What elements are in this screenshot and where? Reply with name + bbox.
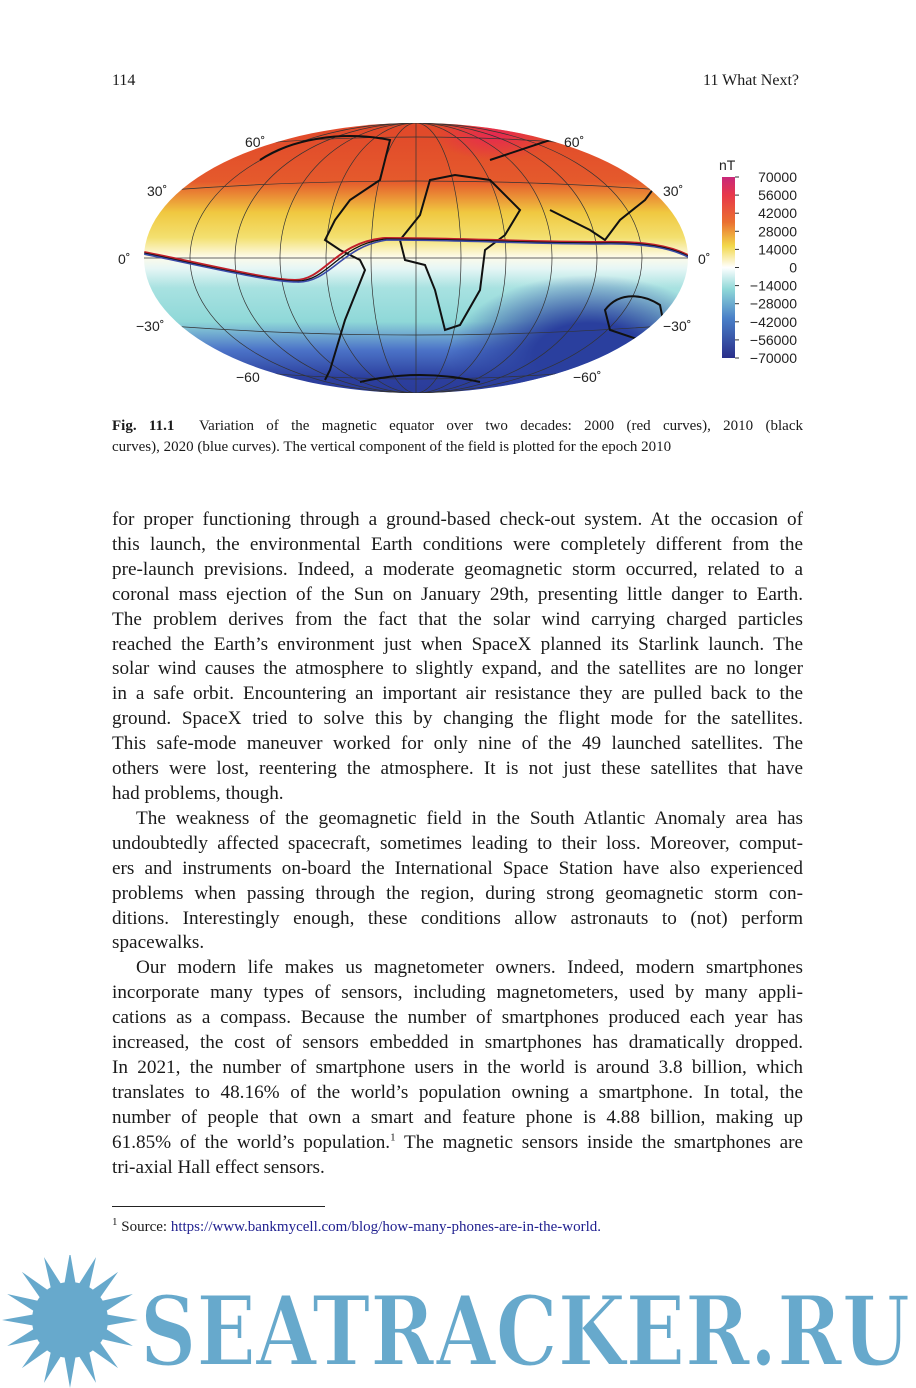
caption-line: curves), 2020 (blue curves). The vertical component of the field is plotted for the epoch 2010 (112, 439, 672, 455)
text-line: In 2021, the number of smartphone users in the world is around 3.8 billion, which (112, 1056, 803, 1078)
text-line: undoubtedly affected spacecraft, sometimes leading to their loss. Moreover, comput- (112, 832, 803, 854)
lat-label: −30˚ (136, 318, 165, 334)
text-line: others were lost, reentering the atmosphere. It is not just these satellites that have (112, 758, 803, 780)
lat-label: −60˚ (573, 369, 602, 385)
sun-ray (2, 1314, 34, 1325)
text-line: had problems, though. (112, 782, 284, 804)
text-line: tri-axial Hall effect sensors. (112, 1156, 325, 1178)
text-line: coronal mass ejection of the Sun on January 29th, presenting little danger to Earth. (112, 583, 803, 605)
text-line: ditions. Interestingly enough, these conditions allow astronauts to (not) perform (112, 907, 803, 929)
text-line: number of people that own a smart and feature phone is 4.88 billion, making up (112, 1106, 803, 1128)
caption-label: Fig. 11.1 (112, 418, 175, 434)
text-line: ers and instruments on-board the International Space Station have also experienced (112, 857, 803, 879)
colorbar-tick-label: −56000 (749, 331, 797, 348)
lat-label: −60 (236, 369, 260, 385)
text-line: The problem derives from the fact that the solar wind carrying charged particles (112, 608, 803, 630)
running-header: 11 What Next? (703, 72, 799, 89)
sun-ray (101, 1294, 133, 1312)
colorbar-tick-label: 56000 (758, 187, 797, 204)
lat-label: 60˚ (245, 134, 266, 150)
text-line: in a safe orbit. Encountering an important air resistance they are pulled back to the (112, 683, 803, 705)
colorbar (722, 177, 735, 358)
sun-ray (64, 1255, 75, 1284)
lat-label: 30˚ (663, 183, 684, 199)
colorbar-tick-label: 70000 (758, 169, 797, 185)
text-line: spacewalks. (112, 932, 205, 954)
footnote-rule (112, 1206, 325, 1207)
text-line: Our modern life makes us magnetometer owners. Indeed, modern smartphones (136, 957, 803, 979)
colorbar-tick-label: 14000 (758, 241, 797, 258)
footnote-ref[interactable]: 1 (390, 1131, 396, 1144)
page-number: 114 (112, 72, 136, 89)
colorbar-tick-label: 0 (789, 259, 797, 276)
lat-label: 0˚ (698, 251, 711, 267)
lat-label: 0˚ (118, 251, 131, 267)
text-line: solar wind causes the atmosphere to slightly expand, and the satellites are no longer (112, 658, 803, 680)
text-line: for proper functioning through a ground-based check-out system. At the occasion of (112, 509, 803, 530)
sun-burst-icon (2, 1255, 138, 1388)
sun-ray (64, 1356, 75, 1388)
text-line: pre-launch previsions. Indeed, a moderate geomagnetic storm occurred, related to a (112, 558, 803, 580)
field-color-map (140, 120, 700, 400)
text-line (112, 1131, 803, 1156)
sun-ray (78, 1257, 96, 1289)
colorbar-tick-label: −70000 (749, 350, 797, 366)
lat-label: 60˚ (564, 134, 585, 150)
text-line: translates to 48.16% of the world’s population owning a smartphone. In total, the (112, 1081, 803, 1103)
colorbar-tick-label: 28000 (758, 223, 797, 240)
sun-ray (7, 1328, 39, 1346)
text-line: this launch, the environmental Earth conditions were completely different from the (112, 533, 803, 555)
footnote (112, 1216, 602, 1236)
text-line: problems when passing through the region, during strong geomagnetic storm con- (112, 882, 803, 904)
colorbar-tick-label: −42000 (749, 313, 797, 330)
magnetic-field-map-figure (100, 120, 820, 410)
sun-ray (44, 1351, 62, 1383)
colorbar-tick-label: 42000 (758, 205, 797, 222)
lat-label: 30˚ (147, 183, 168, 199)
sun-ray (44, 1257, 62, 1289)
sun-ray (106, 1314, 138, 1325)
text-line: The weakness of the geomagnetic field in the South Atlantic Anomaly area has (136, 807, 803, 829)
text-fragment: The magnetic sensors inside the smartphones are (395, 1131, 804, 1153)
footnote-prefix: Source: (121, 1219, 171, 1235)
text-fragment: 61.85% of the world’s population. (112, 1131, 391, 1153)
caption-line: Variation of the magnetic equator over two decades: 2000 (red curves), 2010 (black (199, 418, 803, 434)
figure-caption (112, 416, 803, 458)
sun-ray (78, 1351, 96, 1383)
colorbar-unit: nT (719, 157, 736, 173)
text-line: ground. SpaceX tried to solve this by changing the flight mode for the satellites. (112, 708, 803, 730)
text-line: increased, the cost of sensors embedded in smartphones has dramatically dropped. (112, 1032, 803, 1054)
text-line: This safe-mode maneuver worked for only nine of the 49 launched satellites. The (112, 733, 803, 755)
colorbar-tick-label: −28000 (749, 295, 797, 312)
text-line: reached the Earth’s environment just when SpaceX planned its Starlink launch. The (112, 633, 803, 655)
footnote-number: 1 (112, 1216, 118, 1228)
text-line: cations as a compass. Because the number of smartphones produced each year has (112, 1007, 803, 1029)
sun-ray (7, 1294, 39, 1312)
colorbar-tick-label: −14000 (749, 277, 797, 294)
body-text (112, 508, 803, 1180)
lat-label: −30˚ (663, 318, 692, 334)
footnote-link[interactable]: https://www.bankmycell.com/blog/how-many-phones-are-in-the-world. (170, 1219, 602, 1235)
text-line: incorporate many types of sensors, including magnetometers, used by many appli- (112, 982, 803, 1004)
sun-ray (101, 1328, 133, 1346)
watermark-text: SEATRACKER.RU (140, 1275, 910, 1388)
seatracker-watermark (0, 1255, 916, 1388)
